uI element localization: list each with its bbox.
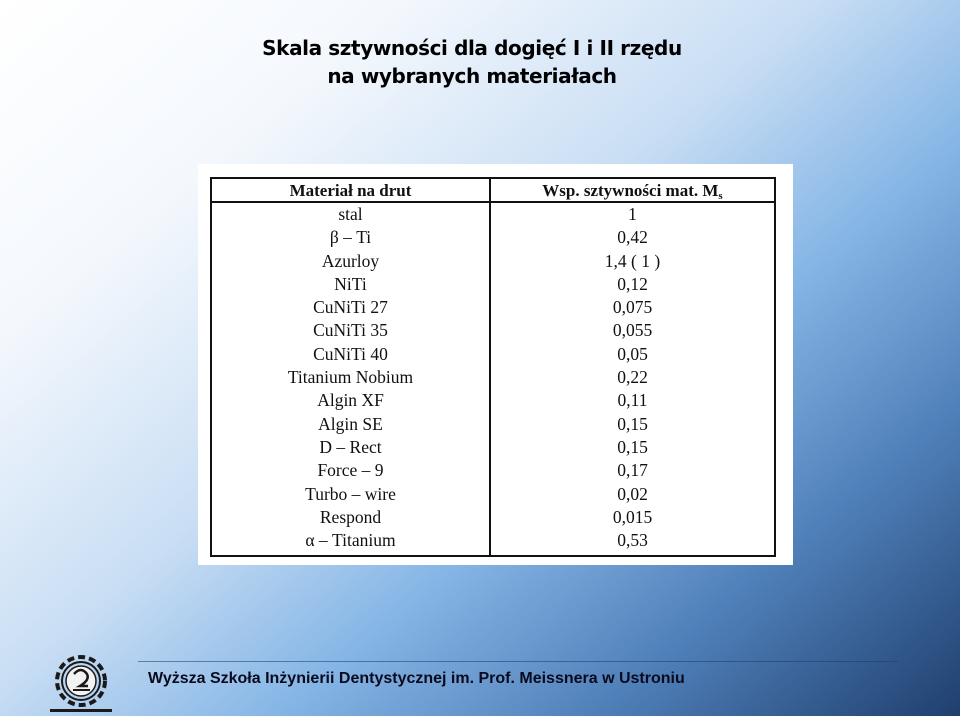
header-coefficient <box>491 180 774 201</box>
material-cell: Algin XF <box>317 390 384 411</box>
material-cell: Respond <box>319 506 382 527</box>
header-material: Materiał na drut <box>289 181 412 200</box>
table-row <box>212 436 774 459</box>
table-row <box>212 343 774 366</box>
footer-institution: Wyższa Szkoła Inżynierii Dentystycznej im. Prof. Meissnera w Ustroniu <box>148 670 685 687</box>
table-row <box>212 529 774 552</box>
table-row <box>212 250 774 273</box>
header-coefficient-label: Wsp. sztywności mat. M <box>542 181 719 200</box>
stiffness-table <box>210 177 776 557</box>
material-cell: Azurloy <box>321 250 380 271</box>
material-cell: NiTi <box>334 273 367 294</box>
material-cell: stal <box>338 204 363 224</box>
material-cell: α – Titanium <box>305 530 396 551</box>
table-row <box>212 483 774 506</box>
table-row <box>212 203 774 226</box>
coefficient-cell: 0,02 <box>617 483 648 504</box>
gear-logo-icon <box>46 648 116 714</box>
coefficient-cell: 0,53 <box>617 530 648 551</box>
coefficient-cell: 0,11 <box>617 390 648 411</box>
scanned-table-image <box>198 164 793 565</box>
material-cell: Titanium Nobium <box>287 367 414 388</box>
table-body <box>212 203 774 552</box>
table-row <box>212 366 774 389</box>
material-cell: Turbo – wire <box>305 483 396 504</box>
coefficient-cell: 1 <box>628 204 637 224</box>
coefficient-cell: 0,15 <box>617 413 648 434</box>
table-row <box>212 413 774 436</box>
table-row <box>212 273 774 296</box>
table-row <box>212 389 774 412</box>
coefficient-cell: 0,05 <box>617 343 648 364</box>
title-line-2: na wybranych materiałach <box>327 64 617 88</box>
slide-title <box>262 34 682 90</box>
coefficient-cell: 0,015 <box>612 506 653 527</box>
material-cell: Force – 9 <box>317 460 384 481</box>
material-cell: β – Ti <box>329 227 372 248</box>
coefficient-cell: 0,055 <box>612 320 653 341</box>
table-row <box>212 319 774 342</box>
coefficient-cell: 0,22 <box>617 367 648 388</box>
coefficient-cell: 0,075 <box>612 297 653 318</box>
material-cell: CuNiTi 35 <box>313 320 388 341</box>
title-line-1: Skala sztywności dla dogięć I i II rzędu <box>262 36 682 60</box>
coefficient-cell: 0,12 <box>617 273 648 294</box>
material-cell: CuNiTi 27 <box>313 297 388 318</box>
table-row <box>212 296 774 319</box>
table-row <box>212 459 774 482</box>
material-cell: CuNiTi 40 <box>313 343 388 364</box>
coefficient-cell: 0,15 <box>617 436 648 457</box>
table-row <box>212 226 774 249</box>
table-row <box>212 506 774 529</box>
header-coefficient-subscript: s <box>718 190 723 202</box>
footer-rule <box>138 661 898 662</box>
coefficient-cell: 0,17 <box>617 460 648 481</box>
coefficient-cell: 1,4 ( 1 ) <box>604 250 661 271</box>
material-cell: D – Rect <box>319 436 382 457</box>
material-cell: Algin SE <box>318 413 383 434</box>
coefficient-cell: 0,42 <box>617 227 648 248</box>
